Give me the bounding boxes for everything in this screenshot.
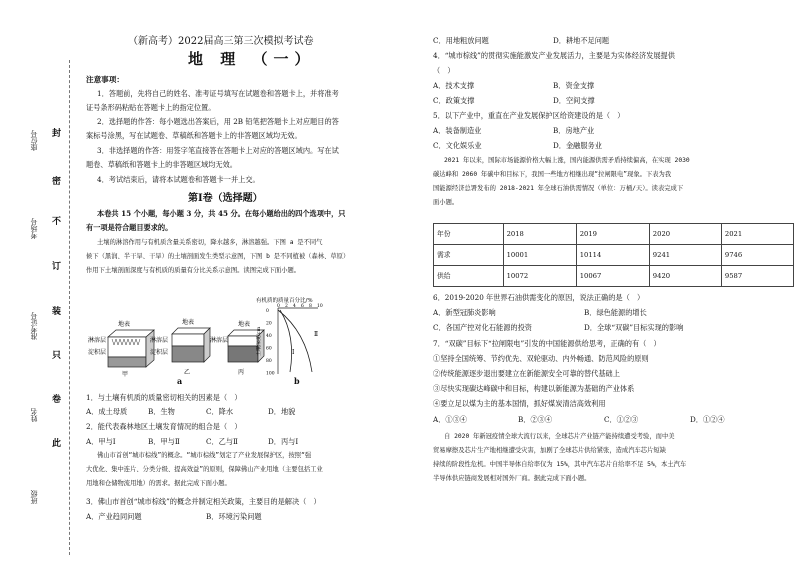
table-row [434,266,794,287]
option: B．资金支撑 [553,81,595,90]
option: B．甲与Ⅱ [148,437,180,446]
option: B．房地产业 [553,126,595,135]
x-tick-label: 10 [317,304,323,309]
question-4-stem-end: （ ） [433,66,455,75]
option: D．①②④ [690,415,725,424]
table-cell: 9746 [721,245,793,266]
curve-ii-label: Ⅱ [314,331,319,338]
surface-label: 地表 [182,319,195,326]
question-7-stem: 7．“双碳”目标下“拉闸限电”引发的中国能源供给思考，正确的有（ ） [433,339,661,348]
profile-label: 乙 [184,369,191,376]
passage-line: 持续的阶段性危机。中国半导体自给率仅为 15%，其中汽车芯片自给率不足 5%，本土汽车 [433,461,687,468]
figure-b-label: b [294,376,300,386]
table-cell: 10001 [503,245,576,266]
class-field: 班级 [30,490,38,504]
table-cell: 10114 [576,245,649,266]
option: A．①③④ [433,415,467,424]
profile-label: 丙 [238,369,245,376]
note-line: 案标号涂黑，写在试题卷、草稿纸和答题卡上的非答题区域均无效。 [86,131,302,140]
leach-layer-label: 淋溶层 [88,337,107,344]
table-header-cell: 年份 [434,224,504,245]
passage-line: 大优化、集中连片、分类分级、提高效益”的原则，保障佛山产业用地（主要包括工业 [86,466,323,473]
table-cell: 9241 [649,245,721,266]
leach-layer-label: 淋溶层 [210,337,229,344]
table-cell: 供给 [434,266,504,287]
passage-line: 佛山市首创“城市棕线”的概念。“城市棕线”划定了产业发展保护区，按照“强 [97,452,312,459]
binding-char: 不 [52,217,62,227]
table-header-cell: 2019 [576,224,649,245]
statement-item: ①坚持全国统筹、节约优先、双轮驱动、内外畅通、防范风险的原则 [433,354,649,363]
y-tick-label: 60 [266,346,272,352]
profile-yi [172,328,210,362]
passage-line: 贸易摩擦及芯片生产地相继遭受灾害，加剧了全球芯片供给紧张，造成汽车芯片短缺 [433,447,666,454]
soil-profile-figure-a [88,282,268,382]
option: C．乙与Ⅱ [206,437,238,446]
note-line: 4．考试结束后，请将本试题卷和答题卡一并上交。 [97,175,260,184]
notes-heading: 注意事项： [86,75,124,84]
binding-char: 此 [52,439,62,449]
statement-item: ③尽快实现碳达峰碳中和目标，构建以新能源为基础的产业体系 [433,384,635,393]
y-tick-label: 40 [266,334,272,339]
binding-line [69,60,70,555]
admission-number-field: 准考证号 [30,312,38,340]
table-cell: 10067 [576,266,649,287]
option: A．产业趋同问题 [86,512,142,521]
binding-char: 卷 [52,395,62,405]
subject-title: 地 理 （一） [188,50,316,68]
table-cell: 9420 [649,266,721,287]
chart-b-title: 有机质的质量百分比/% [256,298,313,304]
table-header-cell: 2021 [721,224,793,245]
x-tick-label: 8 [309,304,312,309]
note-line: 3．非选择题的作答：用签字笔直接答在答题卡上对应的答题区域内。写在试 [97,146,339,155]
binding-char: 密 [52,177,62,187]
option: C．降水 [206,407,234,416]
x-tick-label: 4 [293,304,296,309]
table-cell: 9587 [721,266,793,287]
option: B．绿色能源的增长 [584,308,647,317]
option: C．政策支撑 [433,96,475,105]
question-3-stem: 3．佛山市首创“城市棕线”的概念并制定相关政策，主要目的是解决（ ） [86,497,321,506]
exam-title: （新高考）2022届高三第三次模拟考试卷 [128,36,314,47]
leach-layer-label: 淋溶层 [150,337,169,344]
statement-item: ②传统能源逐步退出要建立在新能源安全可靠的替代基础上 [433,369,620,378]
option: A．装备制造业 [433,126,482,135]
option: D．丙与Ⅰ [268,437,299,446]
option: A．新型冠肺炎影响 [433,308,496,317]
deposit-layer-label: 淀积层 [88,349,107,356]
surface-label: 地表 [118,321,131,328]
option: A．成土母质 [86,407,128,416]
x-tick-label: 6 [301,304,304,309]
table-cell: 10072 [503,266,576,287]
table-cell: 需求 [434,245,504,266]
option: B．环境污染问题 [206,512,262,521]
option: C．文化娱乐业 [433,141,482,150]
table-header-row [434,224,794,245]
question-2-stem: 2．能代表森林地区土壤发育情况的组合是（ ） [86,422,242,431]
option: D．地貌 [268,407,296,416]
note-line: 1．答题前，先将自己的姓名、准考证号填写在试题卷和答题卡上，并将准考 [97,89,339,98]
binding-char: 订 [52,262,62,272]
y-tick-label: 20 [266,321,272,327]
passage-line: 用地和仓储物流用地）的需求。据此完成下面小题。 [86,480,231,487]
option: D．金融服务业 [553,141,602,150]
option: A．技术支撑 [433,81,475,90]
y-tick-label: 80 [266,359,272,364]
oil-supply-demand-table [433,223,794,287]
question-1-stem: 1．与土壤有机质的质量密切相关的因素是（ ） [86,393,242,402]
section-instruction: 有一项是符合题目要求的。 [86,223,173,232]
table-row [434,245,794,266]
section-title: 第Ⅰ卷（选择题） [188,193,263,204]
passage-line: 面小题。 [433,199,459,206]
section-instruction: 本卷共 15 个小题，每小题 3 分，共 45 分。在每小题给出的四个选项中，只 [97,209,346,218]
name-field: 姓名 [30,408,38,422]
option: D．耕地不足问题 [553,36,610,45]
curve-ii [278,310,312,372]
option: B．生物 [148,407,175,416]
profile-jia [108,330,154,367]
passage-line: 候下（黑润、半干旱、干旱）的土壤剖面发生类型示意图，下图 b 是不同植被（森林、草原） [86,253,350,260]
table-header-cell: 2018 [503,224,576,245]
question-6-stem: 6．2019-2020 年世界石油供需变化的原因，说法正确的是（ ） [433,293,645,302]
x-tick-label: 0 [277,304,280,309]
option: C．①②③ [604,415,639,424]
passage-line: 自 2020 年新冠疫情全球大流行以来，全球芯片产业链产能持续遭受考验，而中美 [444,433,675,440]
curve-i [280,310,292,372]
chart-b-ylabel: 土壤深度/cm [256,326,262,356]
passage-line: 作用下土壤剖面深度与有机质的质量有分比关系示意图。读图完成下面小题。 [86,267,301,274]
option: C．用地粗放问题 [433,36,489,45]
deposit-layer-label: 淀积层 [150,349,169,356]
binding-char: 只 [52,351,62,361]
profile-label: 甲 [122,371,129,378]
table-header-cell: 2020 [649,224,721,245]
binding-char: 封 [52,129,62,139]
binding-char: 装 [52,307,62,317]
note-line: 2．选择题的作答：每小题选出答案后，用 2B 铅笔把答题卡上对应题目的答 [97,117,339,126]
surface-label: 地表 [238,321,251,328]
option: D．全球“双碳”目标实现的影响 [584,323,684,332]
y-tick-label: 0 [266,309,269,314]
exam-room-field: 考场号 [30,218,38,239]
passage-line: 半导体供应链商发展相对国外厂商。据此完成下面小题。 [433,475,591,482]
x-tick-label: 2 [285,304,288,309]
statement-item: ④要立足以煤为主的基本国情，抓好煤炭清洁高效利用 [433,399,606,408]
figure-a-label: a [177,376,183,386]
seat-number-field: 座位号 [30,130,38,151]
option: B．②③④ [518,415,553,424]
passage-line: 2021 年以来，国际市场能源价格大幅上涨，国内能源供需矛盾持续偏高，在实现 2030 [444,157,690,164]
passage-line: 土壤的淋溶作用与有机质含量关系密切，降水越多，淋溶越强。下图 a 是不同气 [97,239,323,246]
question-4-stem: 4．“城市棕线”的贯彻实施能激发产业发展活力，主要是为实体经济发展提供 [433,51,675,60]
option: D．空间支撑 [553,96,595,105]
curve-i-label: Ⅰ [292,349,295,356]
question-5-stem: 5．以下产业中，重直在产业发展保护区给资建设的是（ ） [433,111,625,120]
passage-line: 国能源经济总署发布的 2018-2021 年全球石油供需情况（单位：万桶/天）。读表完成下 [433,185,684,192]
organic-matter-chart-b [256,296,326,382]
passage-line: 碳达峰和 2060 年碳中和目标下，我国一些地方相继出现“拉闸限电”现象。下表为我 [433,171,672,178]
note-line: 题卷、草稿纸和答题卡上的非答题区域均无效。 [86,160,237,169]
y-tick-label: 100 [266,371,275,377]
option: C．各国产控对化石能源的投资 [433,323,532,332]
option: A．甲与Ⅰ [86,437,116,446]
note-line: 证号条形码粘贴在答题卡上的指定位置。 [86,103,216,112]
